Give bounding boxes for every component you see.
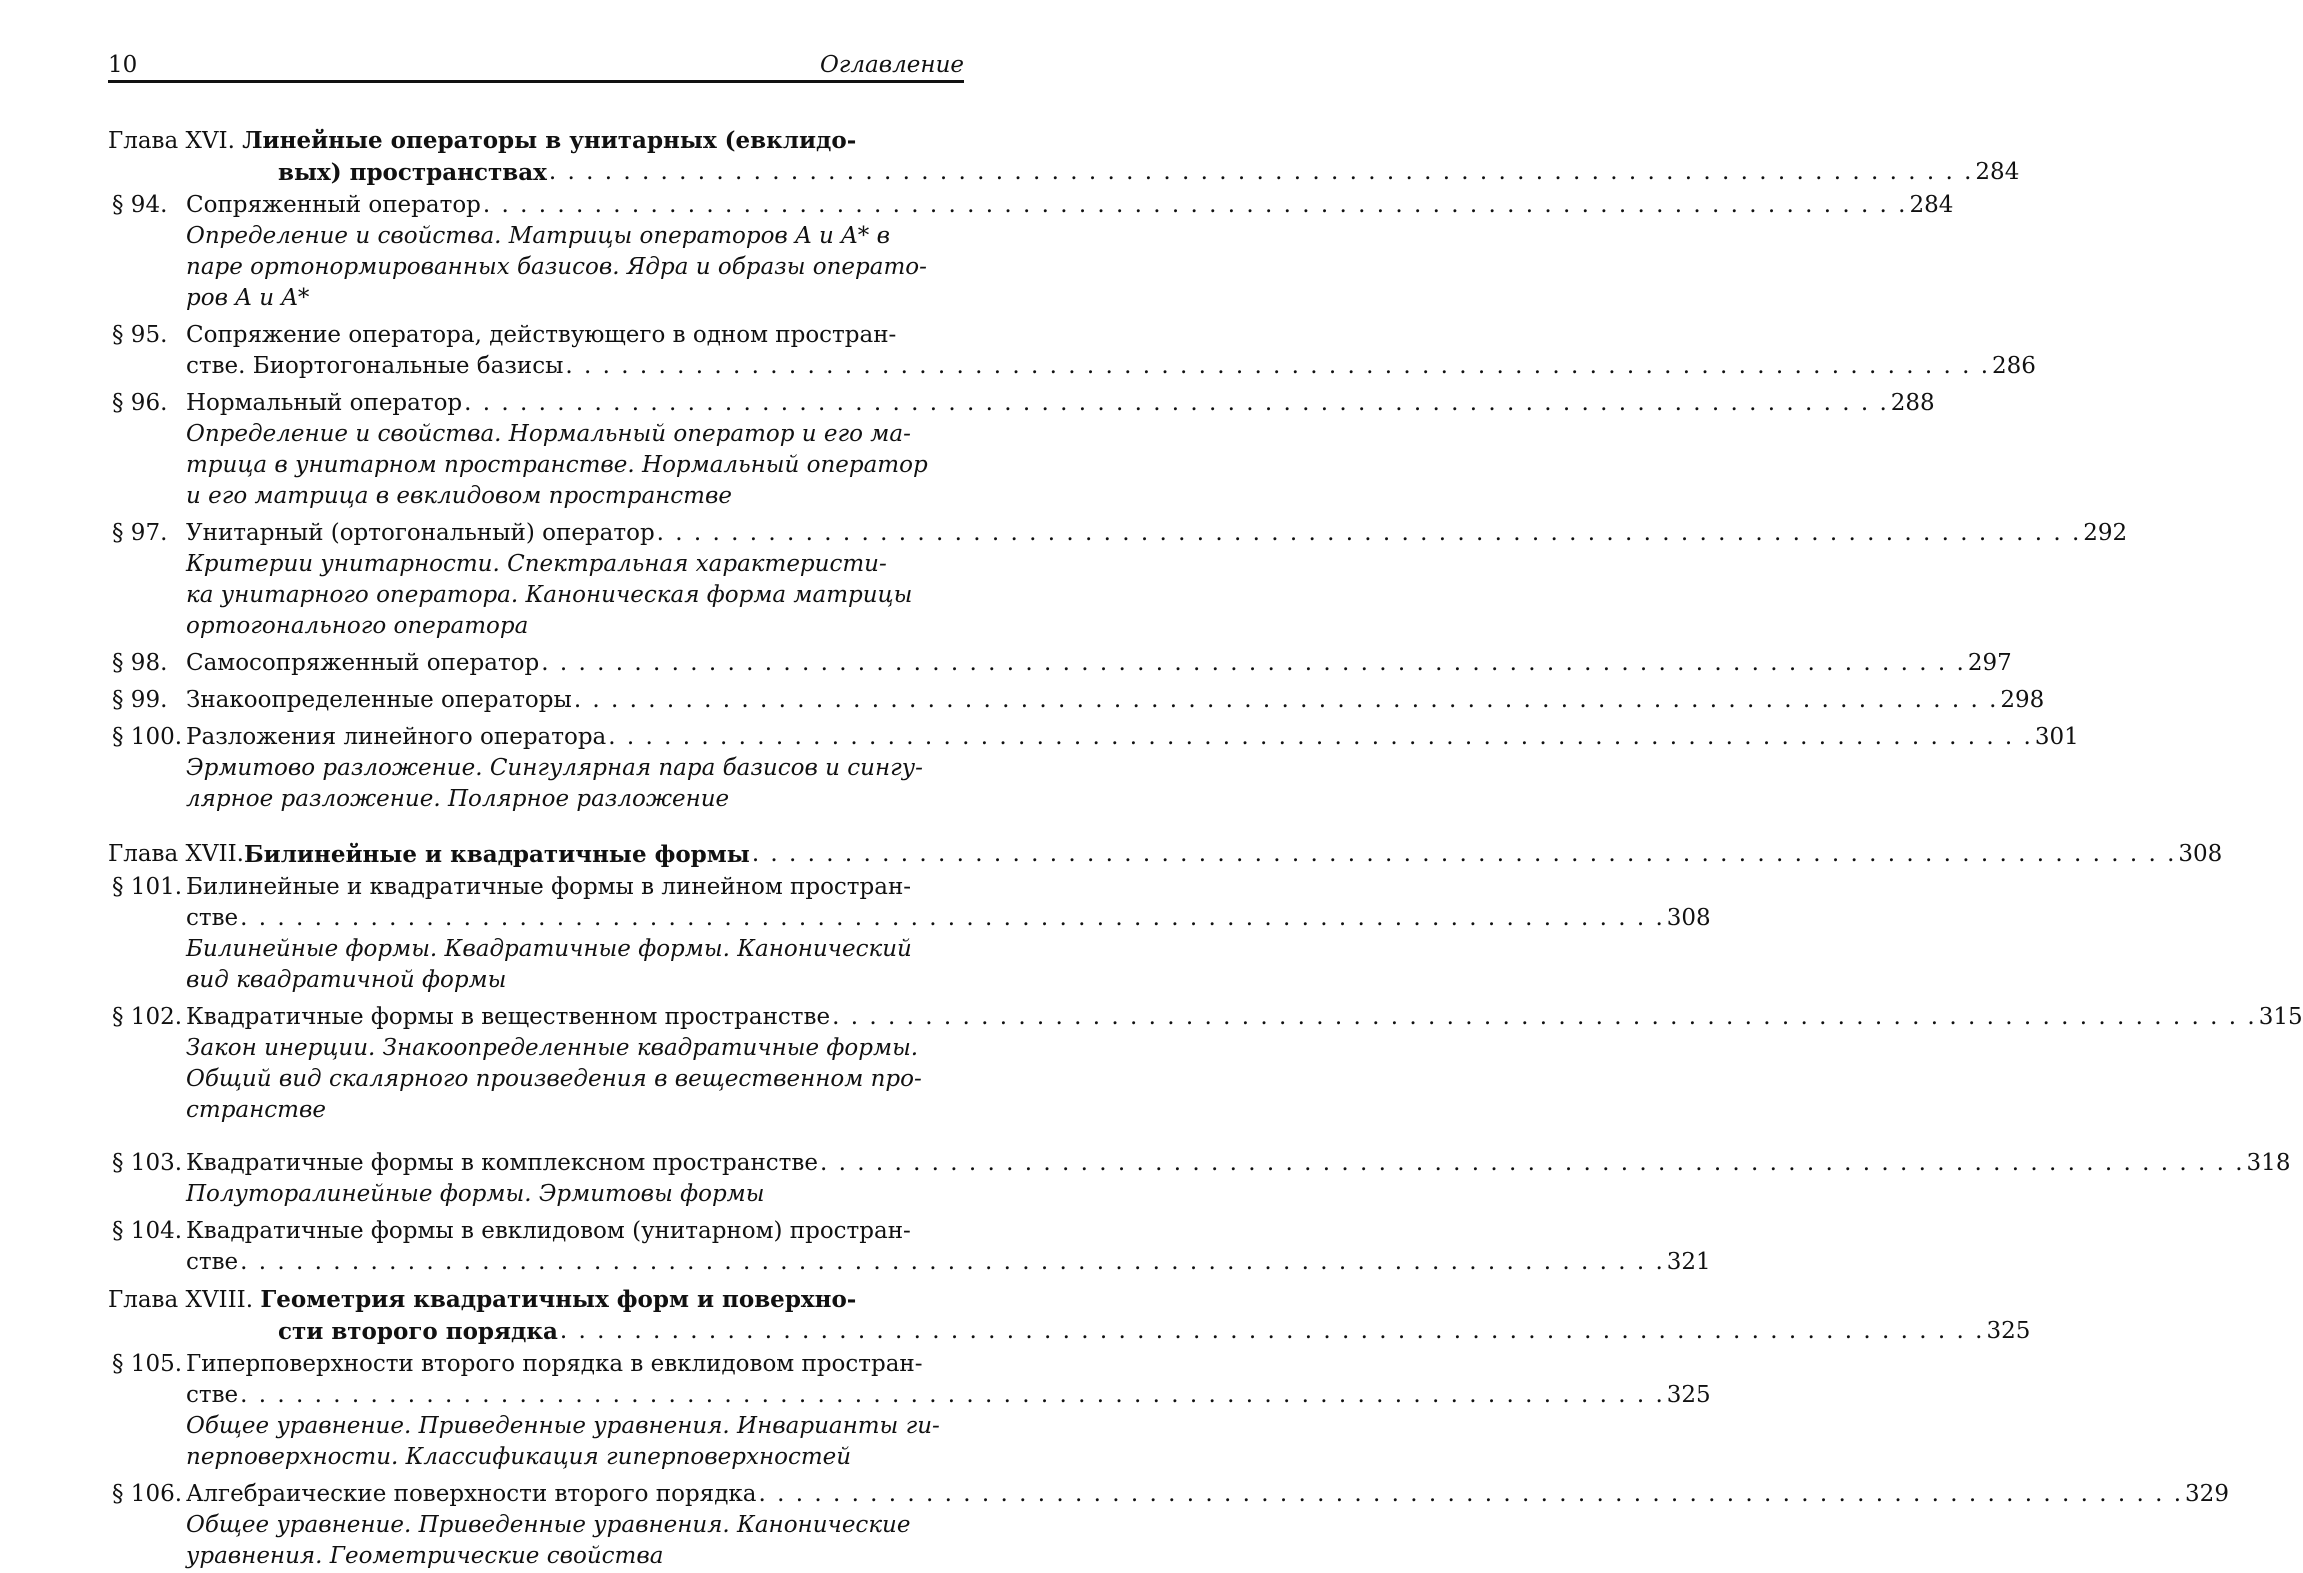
chapter-title-line [108,157,2020,188]
page-ref: 318 [2246,1150,2291,1176]
section-number: § 102. [112,1004,183,1030]
section-subtopics: и его матрица в евклидовом пространстве [186,483,732,509]
table-of-contents [108,125,2303,1572]
leader-dots: . . . . . . . . . . . . . . . . . . . . . . . . . . . . . . . . . . . . . . . . . . . . . . . . . . . . . . . . . . . . . . . . . . . . . . . . . . . . . [819,1150,2245,1176]
section-number: § 105. [112,1351,183,1377]
section-title-line [186,190,1953,221]
section-row [108,685,2045,716]
leader-dots: . . . . . . . . . . . . . . . . . . . . . . . . . . . . . . . . . . . . . . . . . . . . . . . . . . . . . . . . . . . . . . . . . . . . . . . . . . . . . [608,724,2033,750]
section-title: Нормальный оператор [186,390,463,416]
section-subtopics: Определение и свойства. Матрицы операторов A и A* в [186,223,890,249]
section-number: § 98. [112,650,168,676]
section-subtopics: ров A и A* [186,285,310,311]
page-ref: 298 [2000,687,2045,713]
section-row [108,320,2036,382]
section-body [186,1002,2303,1126]
chapter-heading[interactable] [108,125,2020,188]
chapter-title: сти второго порядка [278,1318,558,1345]
leader-dots: . . . . . . . . . . . . . . . . . . . . . . . . . . . . . . . . . . . . . . . . . . . . . . . . . . . . . . . . . . . . . . . . . . . . . . . . . . . . . [832,1004,2257,1030]
section-number: § 103. [112,1150,183,1176]
section-title: Сопряженный оператор [186,192,481,218]
section-number: § 101. [112,874,183,900]
chapter-title-line [108,1284,964,1316]
toc-section[interactable] [108,1148,2291,1210]
section-row [108,872,1711,996]
section-subtopics: перповерхности. Классификация гиперповерхностей [186,1444,852,1470]
section-body [186,1148,2290,1210]
page-ref: 308 [2178,841,2223,867]
section-row [108,190,1954,314]
page-number: 10 [108,52,138,78]
section-title: стве [186,905,239,931]
section-title-line [186,872,1711,903]
chapter-label: Глава XVI. [108,128,243,154]
section-number: § 96. [112,390,168,416]
section-body [186,518,2127,642]
chapter-title: Билинейные и квадратичные формы [244,841,750,868]
page-ref: 329 [2185,1481,2229,1507]
section-row [108,518,2128,642]
section-title: Квадратичные формы в комплексном пространстве [186,1150,818,1176]
section-title-line [186,388,1935,419]
toc-section[interactable] [108,1349,1711,1473]
toc-section[interactable] [108,320,2036,382]
section-title-line [186,1479,2229,1510]
leader-dots: . . . . . . . . . . . . . . . . . . . . . . . . . . . . . . . . . . . . . . . . . . . . . . . . . . . . . . . . . . . . . . . . . . . . . . . . . . . . . [656,520,2082,546]
section-subtopics: странстве [186,1097,326,1123]
section-row [108,388,1935,512]
toc-section[interactable] [108,1002,2303,1126]
section-title-line [186,1002,2303,1033]
section-row [108,1479,2229,1572]
section-subtopics: Критерии унитарности. Спектральная характеристи- [186,551,887,577]
section-subtopics: паре ортонормированных базисов. Ядра и образы операто- [186,254,927,280]
section-subtopics: лярное разложение. Полярное разложение [186,786,730,812]
section-body [186,1479,2229,1572]
section-number: § 100. [112,724,183,750]
section-title-line [186,1380,1711,1411]
section-row [108,648,2012,679]
leader-dots: . . . . . . . . . . . . . . . . . . . . . . . . . . . . . . . . . . . . . . . . . . . . . . . . . . . . . . . . . . . . . . . . . . . . . . . . . . . . . [559,1318,1985,1344]
section-title: Разложения линейного оператора [186,724,607,750]
chapter-title-line [108,1316,2031,1347]
toc-section[interactable] [108,872,1711,996]
section-title: Знакоопределенные операторы [186,687,572,713]
section-subtopics: Общий вид скалярного произведения в вещественном про- [186,1066,922,1092]
leader-dots: . . . . . . . . . . . . . . . . . . . . . . . . . . . . . . . . . . . . . . . . . . . . . . . . . . . . . . . . . . . . . . . . . . . . . . . . . . . . . [565,353,1991,379]
section-subtopics: Эрмитово разложение. Сингулярная пара базисов и сингу- [186,755,923,781]
leader-dots: . . . . . . . . . . . . . . . . . . . . . . . . . . . . . . . . . . . . . . . . . . . . . . . . . . . . . . . . . . . . . . . . . . . . . . . . . . . . . [573,687,1999,713]
section-subtopics: ка унитарного оператора. Каноническая форма матрицы [186,582,913,608]
section-title-line [186,722,2079,753]
section-number: § 99. [112,687,168,713]
section-body [186,722,2079,815]
chapter-title: Линейные операторы в унитарных (евклидо- [242,127,857,154]
section-row [108,722,2079,815]
page-ref: 308 [1666,905,1711,931]
page-ref: 325 [1666,1382,1711,1408]
toc-section[interactable] [108,1479,2229,1572]
leader-dots: . . . . . . . . . . . . . . . . . . . . . . . . . . . . . . . . . . . . . . . . . . . . . . . . . . . . . . . . . . . . . . . . . . . . . . . . . . . . . [240,905,1665,931]
toc-section[interactable] [108,1216,1711,1278]
page-ref: 292 [2083,520,2128,546]
page-ref: 284 [1975,159,2020,185]
page-ref: 286 [1992,353,2036,379]
section-title: Гиперповерхности второго порядка в евклидовом простран- [186,1351,923,1377]
section-title: Унитарный (ортогональный) оператор [186,520,655,546]
section-title-line [186,685,2044,716]
section-title-line [186,320,2036,351]
section-subtopics: трица в унитарном пространстве. Нормальный оператор [186,452,928,478]
section-subtopics: ортогонального оператора [186,613,529,639]
toc-section[interactable] [108,190,1954,314]
section-title-line [186,518,2127,549]
section-title-line [186,1216,1711,1247]
section-title: Квадратичные формы в вещественном пространстве [186,1004,831,1030]
page-ref: 301 [2034,724,2079,750]
section-body [186,190,1953,314]
chapter-heading[interactable] [108,1284,2031,1347]
toc-section[interactable] [108,685,2045,716]
section-title: Сопряжение оператора, действующего в одном простран- [186,322,897,348]
section-title: Самосопряженный оператор [186,650,540,676]
section-title-line [186,1148,2290,1179]
section-body [186,1216,1711,1278]
chapter-title-line [108,125,964,157]
section-subtopics: вид квадратичной формы [186,967,507,993]
leader-dots: . . . . . . . . . . . . . . . . . . . . . . . . . . . . . . . . . . . . . . . . . . . . . . . . . . . . . . . . . . . . . . . . . . . . . . . . . . . . . [464,390,1889,416]
section-title: стве [186,1249,239,1275]
page-ref: 297 [1967,650,2012,676]
spacer [108,815,964,839]
leader-dots: . . . . . . . . . . . . . . . . . . . . . . . . . . . . . . . . . . . . . . . . . . . . . . . . . . . . . . . . . . . . . . . . . . . . . . . . . . . . . [482,192,1908,218]
page-ref: 284 [1909,192,1954,218]
chapter-title: вых) пространствах [278,159,547,186]
section-row [108,1148,2291,1210]
section-number: § 97. [112,520,168,546]
leader-dots: . . . . . . . . . . . . . . . . . . . . . . . . . . . . . . . . . . . . . . . . . . . . . . . . . . . . . . . . . . . . . . . . . . . . . . . . . . . . . [758,1481,2184,1507]
section-number: § 95. [112,322,168,348]
leader-dots: . . . . . . . . . . . . . . . . . . . . . . . . . . . . . . . . . . . . . . . . . . . . . . . . . . . . . . . . . . . . . . . . . . . . . . . . . . . . . [240,1382,1665,1408]
toc-section[interactable] [108,388,1935,512]
toc-section[interactable] [108,722,2079,815]
section-subtopics: Полуторалинейные формы. Эрмитовы формы [186,1181,765,1207]
section-title-line [186,351,2036,382]
section-title: Квадратичные формы в евклидовом (унитарном) простран- [186,1218,911,1244]
running-title: Оглавление [819,52,964,78]
section-row [108,1002,2303,1126]
section-title: Билинейные и квадратичные формы в линейном простран- [186,874,912,900]
section-title: стве [186,1382,239,1408]
page-ref: 288 [1890,390,1935,416]
section-title-line [186,1349,1711,1380]
section-body [186,685,2044,716]
section-subtopics: Билинейные формы. Квадратичные формы. Канонический [186,936,912,962]
section-number: § 106. [112,1481,183,1507]
section-title-line [186,648,2012,679]
leader-dots: . . . . . . . . . . . . . . . . . . . . . . . . . . . . . . . . . . . . . . . . . . . . . . . . . . . . . . . . . . . . . . . . . . . . . . . . . . . . . [541,650,1966,676]
toc-section[interactable] [108,518,2128,642]
section-subtopics: Общее уравнение. Приведенные уравнения. Канонические [186,1512,911,1538]
leader-dots: . . . . . . . . . . . . . . . . . . . . . . . . . . . . . . . . . . . . . . . . . . . . . . . . . . . . . . . . . . . . . . . . . . . . . . . . . . . . . [240,1249,1665,1275]
section-subtopics: Определение и свойства. Нормальный оператор и его ма- [186,421,911,447]
section-body [186,648,2012,679]
chapter-title: Геометрия квадратичных форм и поверхно- [260,1286,857,1313]
section-subtopics: Закон инерции. Знакоопределенные квадратичные формы. [186,1035,919,1061]
section-title-line [186,1247,1711,1278]
section-title: Алгебраические поверхности второго порядка [186,1481,757,1507]
section-row [108,1216,1711,1278]
page-header [108,40,964,83]
section-number: § 94. [112,192,168,218]
leader-dots: . . . . . . . . . . . . . . . . . . . . . . . . . . . . . . . . . . . . . . . . . . . . . . . . . . . . . . . . . . . . . . . . . . . . . . . . . . . . . [548,159,1974,185]
chapter-label: Глава XVIII. [108,1287,261,1313]
section-title-line [186,903,1711,934]
section-title: стве. Биортогональные базисы [186,353,564,379]
section-number: § 104. [112,1218,183,1244]
section-subtopics: уравнения. Геометрические свойства [186,1543,664,1569]
section-body [186,1349,1711,1473]
page-ref: 325 [1986,1318,2031,1344]
chapter-heading[interactable] [108,839,2223,870]
page [108,40,2303,1572]
section-body [186,872,1711,996]
section-body [186,320,2036,382]
leader-dots: . . . . . . . . . . . . . . . . . . . . . . . . . . . . . . . . . . . . . . . . . . . . . . . . . . . . . . . . . . . . . . . . . . . . . . . . . . . . . [751,841,2177,867]
chapter-label: Глава XVII. [108,841,244,867]
toc-section[interactable] [108,648,2012,679]
section-body [186,388,1935,512]
page-ref: 315 [2258,1004,2303,1030]
section-subtopics: Общее уравнение. Приведенные уравнения. Инварианты ги- [186,1413,940,1439]
page-ref: 321 [1666,1249,1711,1275]
chapter-title-line [108,839,2223,870]
section-row [108,1349,1711,1473]
